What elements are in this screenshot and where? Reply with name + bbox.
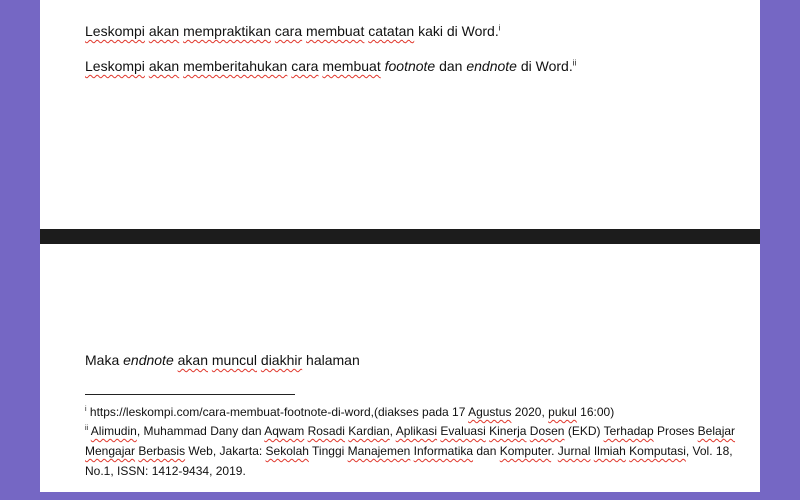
word-spellcheck: diakhir bbox=[260, 352, 303, 368]
word-spellcheck: Komputer bbox=[499, 444, 552, 458]
document-page-top bbox=[40, 0, 760, 229]
word-spellcheck: Leskompi bbox=[85, 58, 145, 74]
word-spellcheck: cara bbox=[274, 23, 303, 39]
word-spellcheck: Informatika bbox=[413, 444, 474, 458]
word-spellcheck: Dosen bbox=[529, 424, 565, 438]
word-spellcheck: Alimudin bbox=[90, 424, 137, 438]
word-spellcheck: Leskompi bbox=[85, 23, 145, 39]
word-spellcheck: catatan bbox=[368, 23, 415, 39]
word-spellcheck: membuat bbox=[306, 23, 365, 39]
word-spellcheck: mempraktikan bbox=[183, 23, 271, 39]
word-spellcheck: Kinerja bbox=[489, 424, 527, 438]
word-spellcheck: Belajar bbox=[697, 424, 736, 438]
word-spellcheck: cara bbox=[291, 58, 319, 74]
word-spellcheck: Evaluasi bbox=[440, 424, 486, 438]
endnote-separator-line bbox=[85, 394, 295, 395]
word-spellcheck: Aplikasi bbox=[395, 424, 438, 438]
endnote-marker[interactable]: ii bbox=[572, 58, 577, 68]
endnote-2 bbox=[85, 421, 745, 481]
word-spellcheck: Terhadap bbox=[603, 424, 654, 438]
endnote-1: $^i$ https://leskompi.com/cara-membuat-footnote-di-word,(diakses pada 17 Agustus 2020, pukul 16:00) bbox=[85, 405, 615, 419]
word-spellcheck: Aqwam bbox=[264, 424, 305, 438]
italic-term: footnote bbox=[384, 58, 436, 74]
endnote-2-text: Alimudin, Muhammad Dany dan Aqwam Rosadi Kardian, Aplikasi Evaluasi Kinerja Dosen (EKD) Terhadap Proses Belajar Mengajar Berbasis Web, Jakarta: Sekolah Tinggi Manajemen Informatika dan Komputer. Jurnal Ilmiah Komputasi, Vol. 18, No.1, ISSN: 1412-9434, 2019. bbox=[85, 424, 736, 478]
endnote-number[interactable]: ii bbox=[85, 425, 89, 432]
word-spellcheck: akan bbox=[148, 58, 180, 74]
word-spellcheck: muncul bbox=[211, 352, 258, 368]
word-spellcheck: membuat bbox=[322, 58, 381, 74]
word-spellcheck: Sekolah bbox=[265, 444, 309, 458]
word-spellcheck: Kardian bbox=[348, 424, 390, 438]
word-spellcheck: Agustus bbox=[468, 405, 512, 419]
word-spellcheck: akan bbox=[177, 352, 208, 368]
body-line-2: Leskompi akan memberitahukan cara membuat footnote dan endnote di Word.$^{ii}$ bbox=[85, 58, 577, 74]
body-line-3: Maka endnote akan muncul diakhir halaman bbox=[85, 352, 360, 368]
word-spellcheck: Jurnal bbox=[557, 444, 591, 458]
italic-term: endnote bbox=[123, 352, 174, 368]
italic-term: endnote bbox=[466, 58, 517, 74]
word-spellcheck: akan bbox=[148, 23, 180, 39]
word-spellcheck: Manajemen bbox=[347, 444, 411, 458]
body-line-1: Leskompi akan mempraktikan cara membuat catatan kaki di Word.$^i$ bbox=[85, 23, 501, 39]
word-spellcheck: memberitahukan bbox=[183, 58, 288, 74]
word-spellcheck: Berbasis bbox=[138, 444, 186, 458]
document-page-bottom bbox=[40, 244, 760, 492]
endnote-marker[interactable]: i bbox=[498, 23, 501, 33]
word-spellcheck: Mengajar bbox=[85, 444, 136, 458]
word-spellcheck: pukul bbox=[548, 405, 577, 419]
word-spellcheck: Ilmiah bbox=[593, 444, 626, 458]
endnote-number[interactable]: i bbox=[85, 406, 87, 413]
word-spellcheck: Komputasi bbox=[629, 444, 686, 458]
page-separator bbox=[40, 229, 760, 244]
word-spellcheck: Rosadi bbox=[307, 424, 345, 438]
